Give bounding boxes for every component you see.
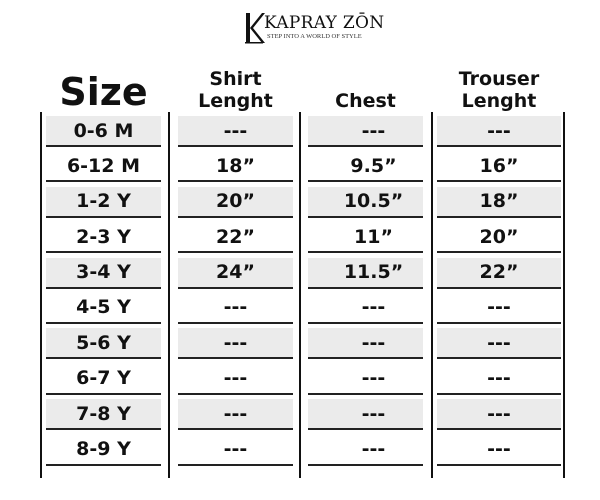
trouser-value: ---: [487, 119, 511, 142]
chest-value: 10.5”: [343, 190, 404, 213]
trouser-cell: [437, 222, 561, 253]
trouser-value: ---: [487, 331, 511, 354]
trouser-value: ---: [487, 367, 511, 390]
header-trouser-line2: Lenght: [461, 90, 537, 112]
column-divider: [299, 112, 301, 478]
header-size: Size: [59, 70, 148, 114]
trouser-value: 16”: [479, 154, 519, 177]
size-value: 0-6 M: [73, 119, 134, 142]
trouser-cell: [437, 151, 561, 182]
header-chest: Chest: [335, 90, 396, 112]
size-cell: [46, 151, 161, 182]
size-value: 6-7 Y: [76, 367, 131, 390]
trouser-cell: [437, 187, 561, 218]
chest-value: 11”: [354, 225, 393, 248]
shirt-value: ---: [223, 331, 248, 354]
shirt-cell: [178, 116, 293, 147]
logo-brand-text: KAPRAY ZŌN: [264, 13, 385, 33]
shirt-cell: [178, 222, 293, 253]
size-cell: [46, 222, 161, 253]
column-divider: [563, 112, 565, 478]
size-cell: [46, 258, 161, 289]
shirt-cell: [178, 187, 293, 218]
column-divider: [40, 112, 42, 478]
header-shirt-line2: Lenght: [198, 90, 273, 112]
shirt-cell: [178, 258, 293, 289]
shirt-value: 20”: [216, 190, 255, 213]
shirt-value: ---: [223, 438, 248, 461]
size-column: [46, 116, 161, 470]
trouser-value: 20”: [479, 225, 519, 248]
header-trouser-line1: Trouser: [458, 68, 540, 90]
shirt-value: ---: [223, 402, 248, 425]
shirt-value: ---: [223, 296, 248, 319]
trouser-cell: [437, 116, 561, 147]
column-divider: [431, 112, 433, 478]
shirt-cell: [178, 435, 293, 466]
chest-cell: [308, 116, 423, 147]
size-value: 7-8 Y: [76, 402, 131, 425]
chest-cell: [308, 364, 423, 395]
size-value: 1-2 Y: [76, 190, 131, 213]
trouser-cell: [437, 258, 561, 289]
chest-cell: [308, 151, 423, 182]
size-value: 3-4 Y: [76, 261, 131, 284]
trouser-cell: [437, 328, 561, 359]
chest-value: ---: [361, 331, 386, 354]
size-value: 5-6 Y: [76, 331, 131, 354]
trouser-cell: [437, 399, 561, 430]
size-cell: [46, 187, 161, 218]
shirt-cell: [178, 151, 293, 182]
trouser-cell: [437, 364, 561, 395]
trouser-value: 22”: [479, 261, 519, 284]
trouser-value: ---: [487, 438, 511, 461]
chest-value: ---: [361, 438, 386, 461]
trouser-cell: [437, 293, 561, 324]
size-cell: [46, 364, 161, 395]
chest-value: 9.5”: [350, 154, 397, 177]
chest-value: 11.5”: [343, 261, 404, 284]
chest-cell: [308, 293, 423, 324]
size-value: 4-5 Y: [76, 296, 131, 319]
logo-tagline: STEP INTO A WORLD OF STYLE: [267, 33, 362, 40]
trouser-value: ---: [487, 296, 511, 319]
chest-column: [308, 116, 423, 470]
chest-value: ---: [361, 402, 386, 425]
header-trouser-length: [437, 68, 561, 112]
header-shirt-length: [178, 68, 293, 112]
shirt-cell: [178, 293, 293, 324]
size-cell: [46, 435, 161, 466]
shirt-value: 22”: [216, 225, 255, 248]
header-shirt-line1: Shirt: [209, 68, 262, 90]
size-cell: [46, 328, 161, 359]
shirt-cell: [178, 328, 293, 359]
size-value: 6-12 M: [66, 154, 141, 177]
chest-cell: [308, 258, 423, 289]
trouser-length-column: [437, 116, 561, 470]
shirt-length-column: [178, 116, 293, 470]
chest-cell: [308, 187, 423, 218]
trouser-value: 18”: [479, 190, 519, 213]
trouser-cell: [437, 435, 561, 466]
chest-cell: [308, 399, 423, 430]
shirt-cell: [178, 399, 293, 430]
size-value: 8-9 Y: [76, 438, 131, 461]
size-value: 2-3 Y: [76, 225, 131, 248]
shirt-value: ---: [223, 119, 248, 142]
column-divider: [168, 112, 170, 478]
chest-value: ---: [361, 119, 386, 142]
shirt-cell: [178, 364, 293, 395]
shirt-value: 24”: [216, 261, 255, 284]
chest-cell: [308, 435, 423, 466]
chest-cell: [308, 328, 423, 359]
shirt-value: ---: [223, 367, 248, 390]
chest-cell: [308, 222, 423, 253]
trouser-value: ---: [487, 402, 511, 425]
shirt-value: 18”: [216, 154, 255, 177]
brand-logo: [245, 12, 385, 46]
size-cell: [46, 293, 161, 324]
chest-value: ---: [361, 296, 386, 319]
chest-value: ---: [361, 367, 386, 390]
size-cell: [46, 116, 161, 147]
size-cell: [46, 399, 161, 430]
logo-mark-icon: [245, 12, 265, 44]
